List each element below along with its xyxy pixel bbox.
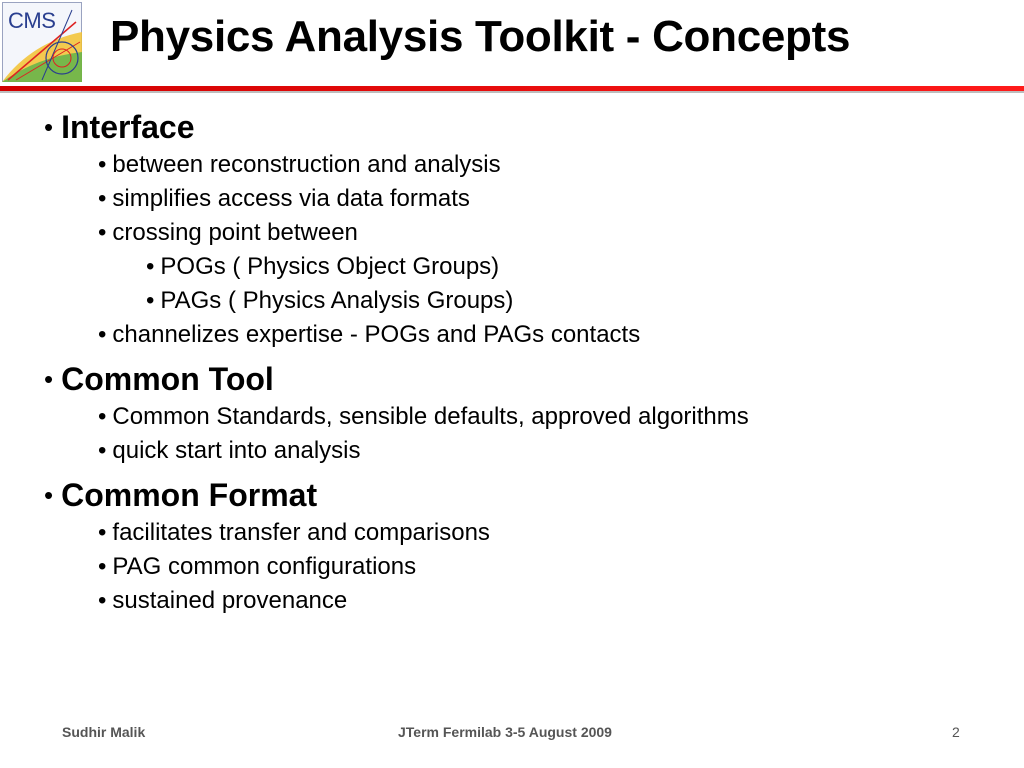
- bullet-item: [98, 182, 1004, 216]
- bullet-text: PAGs ( Physics Analysis Groups): [160, 287, 514, 314]
- bullet-heading: [44, 358, 1004, 400]
- bullet-item: [98, 216, 1004, 250]
- bullet-text: quick start into analysis: [112, 437, 361, 464]
- bullet-icon: •: [98, 219, 107, 246]
- footer-author: Sudhir Malik: [62, 724, 146, 740]
- bullet-subitem: [146, 284, 1004, 318]
- bullet-heading: [44, 106, 1004, 148]
- bullet-icon: •: [44, 364, 54, 394]
- footer-event: JTerm Fermilab 3-5 August 2009: [398, 724, 612, 740]
- bullet-text: Common Standards, sensible defaults, approved algorithms: [112, 403, 749, 430]
- bullet-text: facilitates transfer and comparisons: [112, 519, 490, 546]
- bullet-list: [44, 106, 1004, 618]
- bullet-icon: •: [146, 253, 155, 280]
- slide-title: Physics Analysis Toolkit - Concepts: [110, 12, 851, 61]
- bullet-text: simplifies access via data formats: [112, 185, 470, 212]
- bullet-text: Interface: [61, 109, 195, 145]
- bullet-icon: •: [98, 587, 107, 614]
- bullet-text: PAG common configurations: [112, 553, 417, 580]
- title-divider-shadow: [0, 91, 1024, 93]
- bullet-subitem: [146, 250, 1004, 284]
- bullet-text: between reconstruction and analysis: [112, 151, 501, 178]
- logo-text: CMS: [8, 8, 56, 33]
- bullet-item: [98, 584, 1004, 618]
- bullet-text: POGs ( Physics Object Groups): [160, 253, 500, 280]
- bullet-item: [98, 318, 1004, 352]
- bullet-item: [98, 516, 1004, 550]
- bullet-icon: •: [98, 185, 107, 212]
- bullet-text: channelizes expertise - POGs and PAGs contacts: [112, 321, 641, 348]
- bullet-item: [98, 148, 1004, 182]
- bullet-icon: •: [44, 112, 54, 142]
- footer-page-number: 2: [952, 724, 960, 740]
- bullet-item: [98, 400, 1004, 434]
- bullet-icon: •: [44, 480, 54, 510]
- bullet-text: crossing point between: [112, 219, 358, 246]
- bullet-text: Common Tool: [61, 361, 274, 397]
- bullet-icon: •: [98, 519, 107, 546]
- bullet-text: sustained provenance: [112, 587, 348, 614]
- cms-logo: [2, 2, 82, 82]
- bullet-text: Common Format: [61, 477, 318, 513]
- bullet-icon: •: [98, 403, 107, 430]
- bullet-item: [98, 434, 1004, 468]
- bullet-icon: •: [98, 553, 107, 580]
- bullet-icon: •: [98, 437, 107, 464]
- bullet-icon: •: [98, 321, 107, 348]
- bullet-icon: •: [98, 151, 107, 178]
- bullet-heading: [44, 474, 1004, 516]
- bullet-item: [98, 550, 1004, 584]
- bullet-icon: •: [146, 287, 155, 314]
